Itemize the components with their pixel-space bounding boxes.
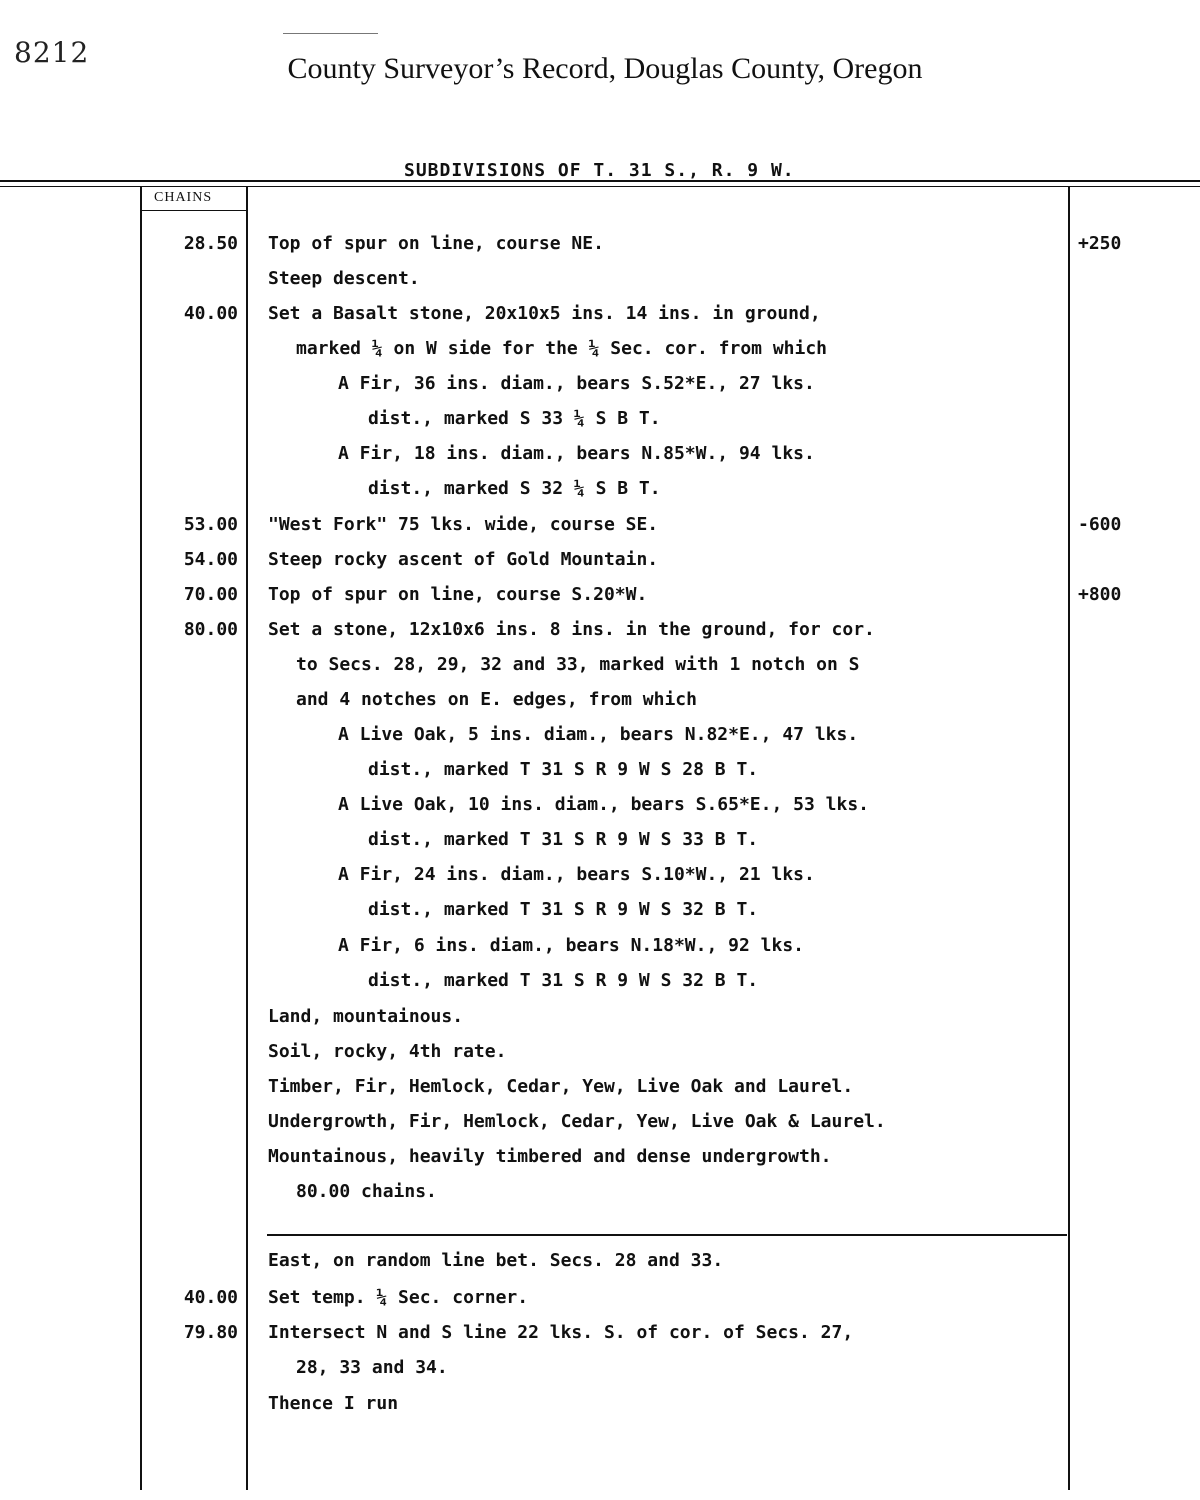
chains-column-label: CHAINS <box>154 190 213 205</box>
chains-value: 40.00 <box>183 1287 238 1308</box>
table-row <box>0 577 1200 612</box>
chains-value: 40.00 <box>183 303 238 324</box>
table-row <box>0 963 1200 998</box>
table-row <box>0 892 1200 927</box>
chains-value: 53.00 <box>183 514 238 535</box>
table-row <box>0 401 1200 436</box>
entry-text: marked ¼ on W side for the ¼ Sec. cor. from which <box>296 338 828 359</box>
table-row <box>0 1350 1200 1385</box>
entry-text: dist., marked S 32 ¼ S B T. <box>368 478 661 499</box>
table-row <box>0 682 1200 717</box>
table-row <box>0 1315 1200 1350</box>
table-row <box>0 752 1200 787</box>
table-row <box>0 366 1200 401</box>
table-row <box>0 331 1200 366</box>
section-divider <box>267 1234 1067 1236</box>
header-rule <box>0 180 1200 182</box>
entry-text: Set a Basalt stone, 20x10x5 ins. 14 ins. in ground, <box>268 303 821 324</box>
chains-value: 28.50 <box>183 233 238 254</box>
entry-text: to Secs. 28, 29, 32 and 33, marked with 1 notch on S <box>296 654 860 675</box>
entry-text: A Fir, 18 ins. diam., bears N.85*W., 94 lks. <box>338 443 815 464</box>
entry-text: Thence I run <box>268 1393 399 1414</box>
table-row <box>0 1069 1200 1104</box>
elevation-value: +250 <box>1078 233 1122 254</box>
entry-text: Top of spur on line, course NE. <box>268 233 604 254</box>
table-row <box>0 226 1200 261</box>
entry-text: Undergrowth, Fir, Hemlock, Cedar, Yew, Live Oak & Laurel. <box>268 1111 886 1132</box>
elevation-value: +800 <box>1078 584 1122 605</box>
table-row <box>0 1280 1200 1315</box>
table-row <box>0 1104 1200 1139</box>
entry-text: Steep rocky ascent of Gold Mountain. <box>268 549 659 570</box>
entry-text: Top of spur on line, course S.20*W. <box>268 584 648 605</box>
entry-text: 28, 33 and 34. <box>296 1357 448 1378</box>
table-row <box>0 1243 1200 1278</box>
table-row <box>0 542 1200 577</box>
table-row <box>0 822 1200 857</box>
entry-text: A Fir, 6 ins. diam., bears N.18*W., 92 lks. <box>338 935 804 956</box>
top-dash-mark <box>283 33 378 34</box>
table-row <box>0 261 1200 296</box>
page-number: 8212 <box>14 36 90 69</box>
chains-value: 80.00 <box>183 619 238 640</box>
chains-value: 54.00 <box>183 549 238 570</box>
entry-text: dist., marked T 31 S R 9 W S 33 B T. <box>368 829 759 850</box>
entry-text: East, on random line bet. Secs. 28 and 33. <box>268 1250 724 1271</box>
page-title: County Surveyor’s Record, Douglas County, Oregon <box>287 52 923 85</box>
table-row <box>0 471 1200 506</box>
chains-value: 70.00 <box>183 584 238 605</box>
entry-text: A Fir, 24 ins. diam., bears S.10*W., 21 lks. <box>338 864 815 885</box>
table-row <box>0 928 1200 963</box>
entry-text: A Fir, 36 ins. diam., bears S.52*E., 27 lks. <box>338 373 815 394</box>
table-row <box>0 717 1200 752</box>
entry-text: "West Fork" 75 lks. wide, course SE. <box>268 514 659 535</box>
table-row <box>0 612 1200 647</box>
elevation-value: -600 <box>1078 514 1122 535</box>
table-row <box>0 1386 1200 1421</box>
entry-text: Set temp. ¼ Sec. corner. <box>268 1287 529 1308</box>
entry-text: Mountainous, heavily timbered and dense undergrowth. <box>268 1146 832 1167</box>
entry-text: Land, mountainous. <box>268 1006 464 1027</box>
table-row <box>0 1174 1200 1209</box>
table-row <box>0 857 1200 892</box>
table-row <box>0 436 1200 471</box>
entry-text: dist., marked S 33 ¼ S B T. <box>368 408 661 429</box>
header-rule-thin <box>0 186 1200 187</box>
entry-text: 80.00 chains. <box>296 1181 437 1202</box>
entry-text: Steep descent. <box>268 268 420 289</box>
chains-value: 79.80 <box>183 1322 238 1343</box>
entry-text: dist., marked T 31 S R 9 W S 32 B T. <box>368 899 759 920</box>
entry-text: and 4 notches on E. edges, from which <box>296 689 697 710</box>
entry-text: Set a stone, 12x10x6 ins. 8 ins. in the ground, for cor. <box>268 619 875 640</box>
entry-text: Soil, rocky, 4th rate. <box>268 1041 507 1062</box>
table-row <box>0 296 1200 331</box>
entry-text: A Live Oak, 10 ins. diam., bears S.65*E., 53 lks. <box>338 794 870 815</box>
entry-text: dist., marked T 31 S R 9 W S 28 B T. <box>368 759 759 780</box>
table-row <box>0 787 1200 822</box>
table-row <box>0 1139 1200 1174</box>
entry-text: Intersect N and S line 22 lks. S. of cor. of Secs. 27, <box>268 1322 854 1343</box>
table-row <box>0 999 1200 1034</box>
chains-label-rule <box>140 210 248 211</box>
section-heading: SUBDIVISIONS OF T. 31 S., R. 9 W. <box>404 160 795 181</box>
entry-text: A Live Oak, 5 ins. diam., bears N.82*E., 47 lks. <box>338 724 859 745</box>
table-row <box>0 647 1200 682</box>
entry-text: dist., marked T 31 S R 9 W S 32 B T. <box>368 970 759 991</box>
table-row <box>0 507 1200 542</box>
table-row <box>0 1034 1200 1069</box>
entry-text: Timber, Fir, Hemlock, Cedar, Yew, Live Oak and Laurel. <box>268 1076 854 1097</box>
